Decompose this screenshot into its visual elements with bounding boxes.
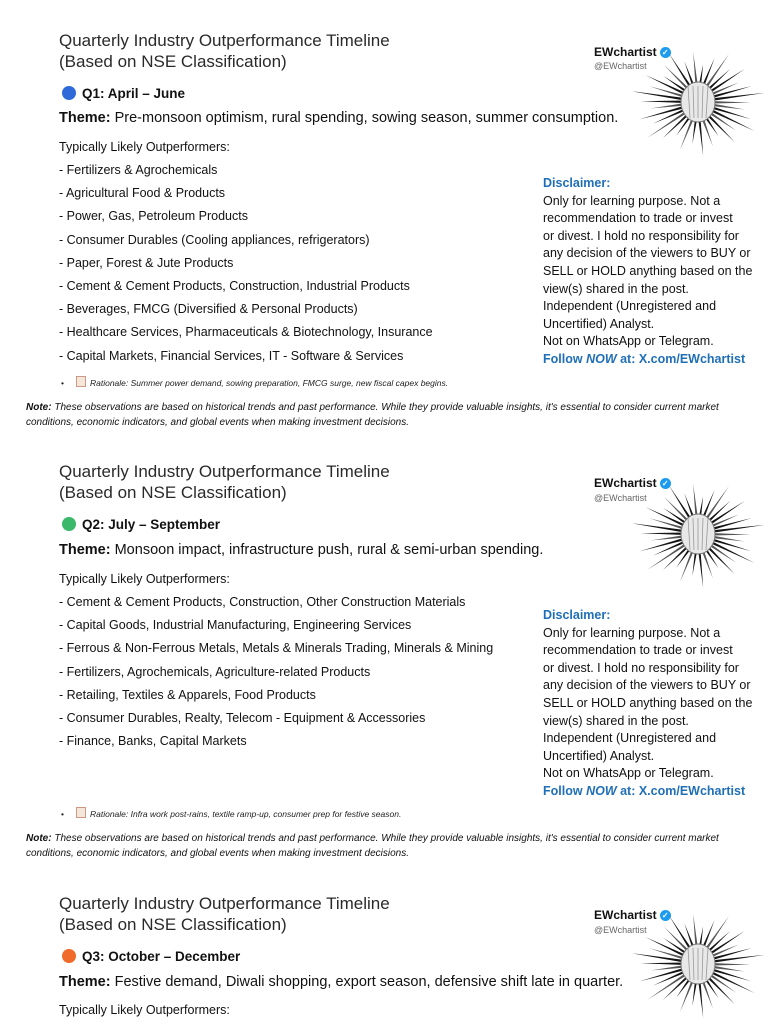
list-item: - Fertilizers & Agrochemicals <box>59 163 218 177</box>
page-subtitle: (Based on NSE Classification) <box>59 483 287 502</box>
list-item: - Capital Goods, Industrial Manufacturing, Engineering Services <box>59 618 412 633</box>
theme-line: Theme: Festive demand, Diwali shopping, export season, defensive shift late in quarter. <box>59 974 624 990</box>
outperformers-intro: Typically Likely Outperformers: <box>59 140 230 154</box>
list-item: - Ferrous & Non-Ferrous Metals, Metals & Minerals Trading, Minerals & Mining <box>59 641 494 656</box>
bullet-icon: • <box>61 378 64 388</box>
disclaimer-line: Independent (Unregistered and <box>543 299 717 314</box>
outperformers-intro: Typically Likely Outperformers: <box>59 1003 230 1017</box>
note: Note: These observations are based on historical trends and past performance. While they provide valuable insights, it's essential to consider current market conditions, economic indicators, and global events when making investment decisions. <box>26 833 719 859</box>
list-item: - Consumer Durables (Cooling appliances, refrigerators) <box>59 232 370 247</box>
starburst-logo-icon <box>632 40 764 160</box>
rationale: • Rationale: Summer power demand, sowing preparation, FMCG surge, new fiscal capex begins. <box>61 378 449 388</box>
list-item: - Paper, Forest & Jute Products <box>59 255 234 270</box>
verified-icon: ✓ <box>660 47 671 58</box>
brand-handle: @EWchartist <box>594 61 647 71</box>
disclaimer-line: Only for learning purpose. Not a <box>543 193 721 208</box>
list-item: - Cement & Cement Products, Construction, Industrial Products <box>59 278 410 293</box>
note: Note: These observations are based on historical trends and past performance. While they provide valuable insights, it's essential to consider current market conditions, economic indicators, and global events when making investment decisions. <box>26 402 719 428</box>
rationale: • Rationale: Infra work post-rains, textile ramp-up, consumer prep for festive season. <box>61 809 402 819</box>
disclaimer-line: view(s) shared in the post. <box>543 281 689 296</box>
disclaimer-line: Uncertified) Analyst. <box>543 316 655 331</box>
starburst-logo-icon <box>632 902 764 1022</box>
brand-handle: @EWchartist <box>594 925 647 935</box>
list-item: - Finance, Banks, Capital Markets <box>59 734 247 749</box>
disclaimer-line: Uncertified) Analyst. <box>543 748 655 763</box>
brand-handle: @EWchartist <box>594 493 647 503</box>
disclaimer-line: any decision of the viewers to BUY or <box>543 246 751 261</box>
quarter-dot-icon <box>62 949 76 963</box>
memo-icon <box>76 807 86 818</box>
list-item: - Cement & Cement Products, Construction, Other Construction Materials <box>59 595 466 609</box>
disclaimer <box>543 175 765 369</box>
quarter-heading: Q3: October – December <box>62 949 240 964</box>
disclaimer-line: any decision of the viewers to BUY or <box>543 678 751 693</box>
outperformers-list <box>59 595 493 757</box>
list-item: - Fertilizers, Agrochemicals, Agriculture-related Products <box>59 664 371 679</box>
section-q2 <box>0 432 768 864</box>
brand-name: EWchartist ✓ <box>594 45 671 59</box>
outperformers-intro: Typically Likely Outperformers: <box>59 572 230 586</box>
disclaimer-line: Only for learning purpose. Not a <box>543 625 721 640</box>
disclaimer-line: or divest. I hold no responsibility for <box>543 660 739 675</box>
disclaimer-line: Not on WhatsApp or Telegram. <box>543 766 714 781</box>
theme-line: Theme: Pre-monsoon optimism, rural spending, sowing season, summer consumption. <box>59 110 619 126</box>
memo-icon <box>76 376 86 387</box>
page-subtitle: (Based on NSE Classification) <box>59 52 287 71</box>
quarter-heading: Q1: April – June <box>62 86 185 101</box>
disclaimer-line: recommendation to trade or invest <box>543 643 733 658</box>
starburst-logo-icon <box>632 472 764 592</box>
page-title: Quarterly Industry Outperformance Timeline <box>59 462 390 481</box>
disclaimer-title: Disclaimer: <box>543 176 611 190</box>
brand-name: EWchartist ✓ <box>594 908 671 922</box>
list-item: - Agricultural Food & Products <box>59 186 226 201</box>
follow-link[interactable]: Follow NOW at: X.com/EWchartist <box>543 351 746 366</box>
section-q3 <box>0 864 768 1024</box>
disclaimer-title: Disclaimer: <box>543 608 611 622</box>
bullet-icon: • <box>61 809 64 819</box>
page-title: Quarterly Industry Outperformance Timeline <box>59 894 390 913</box>
list-item: - Healthcare Services, Pharmaceuticals & Biotechnology, Insurance <box>59 325 433 340</box>
brand-name: EWchartist ✓ <box>594 476 671 490</box>
verified-icon: ✓ <box>660 910 671 921</box>
disclaimer <box>543 607 765 801</box>
list-item: - Capital Markets, Financial Services, IT - Software & Services <box>59 348 404 363</box>
disclaimer-line: recommendation to trade or invest <box>543 211 733 226</box>
quarter-heading: Q2: July – September <box>62 517 220 532</box>
list-item: - Power, Gas, Petroleum Products <box>59 209 248 224</box>
theme-line: Theme: Monsoon impact, infrastructure push, rural & semi-urban spending. <box>59 542 544 558</box>
list-item: - Beverages, FMCG (Diversified & Personal Products) <box>59 302 358 317</box>
list-item: - Consumer Durables, Realty, Telecom - Equipment & Accessories <box>59 710 426 725</box>
disclaimer-line: SELL or HOLD anything based on the <box>543 695 753 710</box>
verified-icon: ✓ <box>660 478 671 489</box>
disclaimer-line: view(s) shared in the post. <box>543 713 689 728</box>
follow-link[interactable]: Follow NOW at: X.com/EWchartist <box>543 783 746 798</box>
list-item: - Retailing, Textiles & Apparels, Food Products <box>59 687 316 702</box>
disclaimer-line: Not on WhatsApp or Telegram. <box>543 334 714 349</box>
outperformers-list <box>59 163 433 372</box>
disclaimer-line: SELL or HOLD anything based on the <box>543 263 753 278</box>
quarter-dot-icon <box>62 86 76 100</box>
quarter-dot-icon <box>62 517 76 531</box>
page-title: Quarterly Industry Outperformance Timeline <box>59 31 390 50</box>
disclaimer-line: or divest. I hold no responsibility for <box>543 228 739 243</box>
disclaimer-line: Independent (Unregistered and <box>543 731 717 746</box>
section-q1 <box>0 0 768 432</box>
page-subtitle: (Based on NSE Classification) <box>59 915 287 934</box>
